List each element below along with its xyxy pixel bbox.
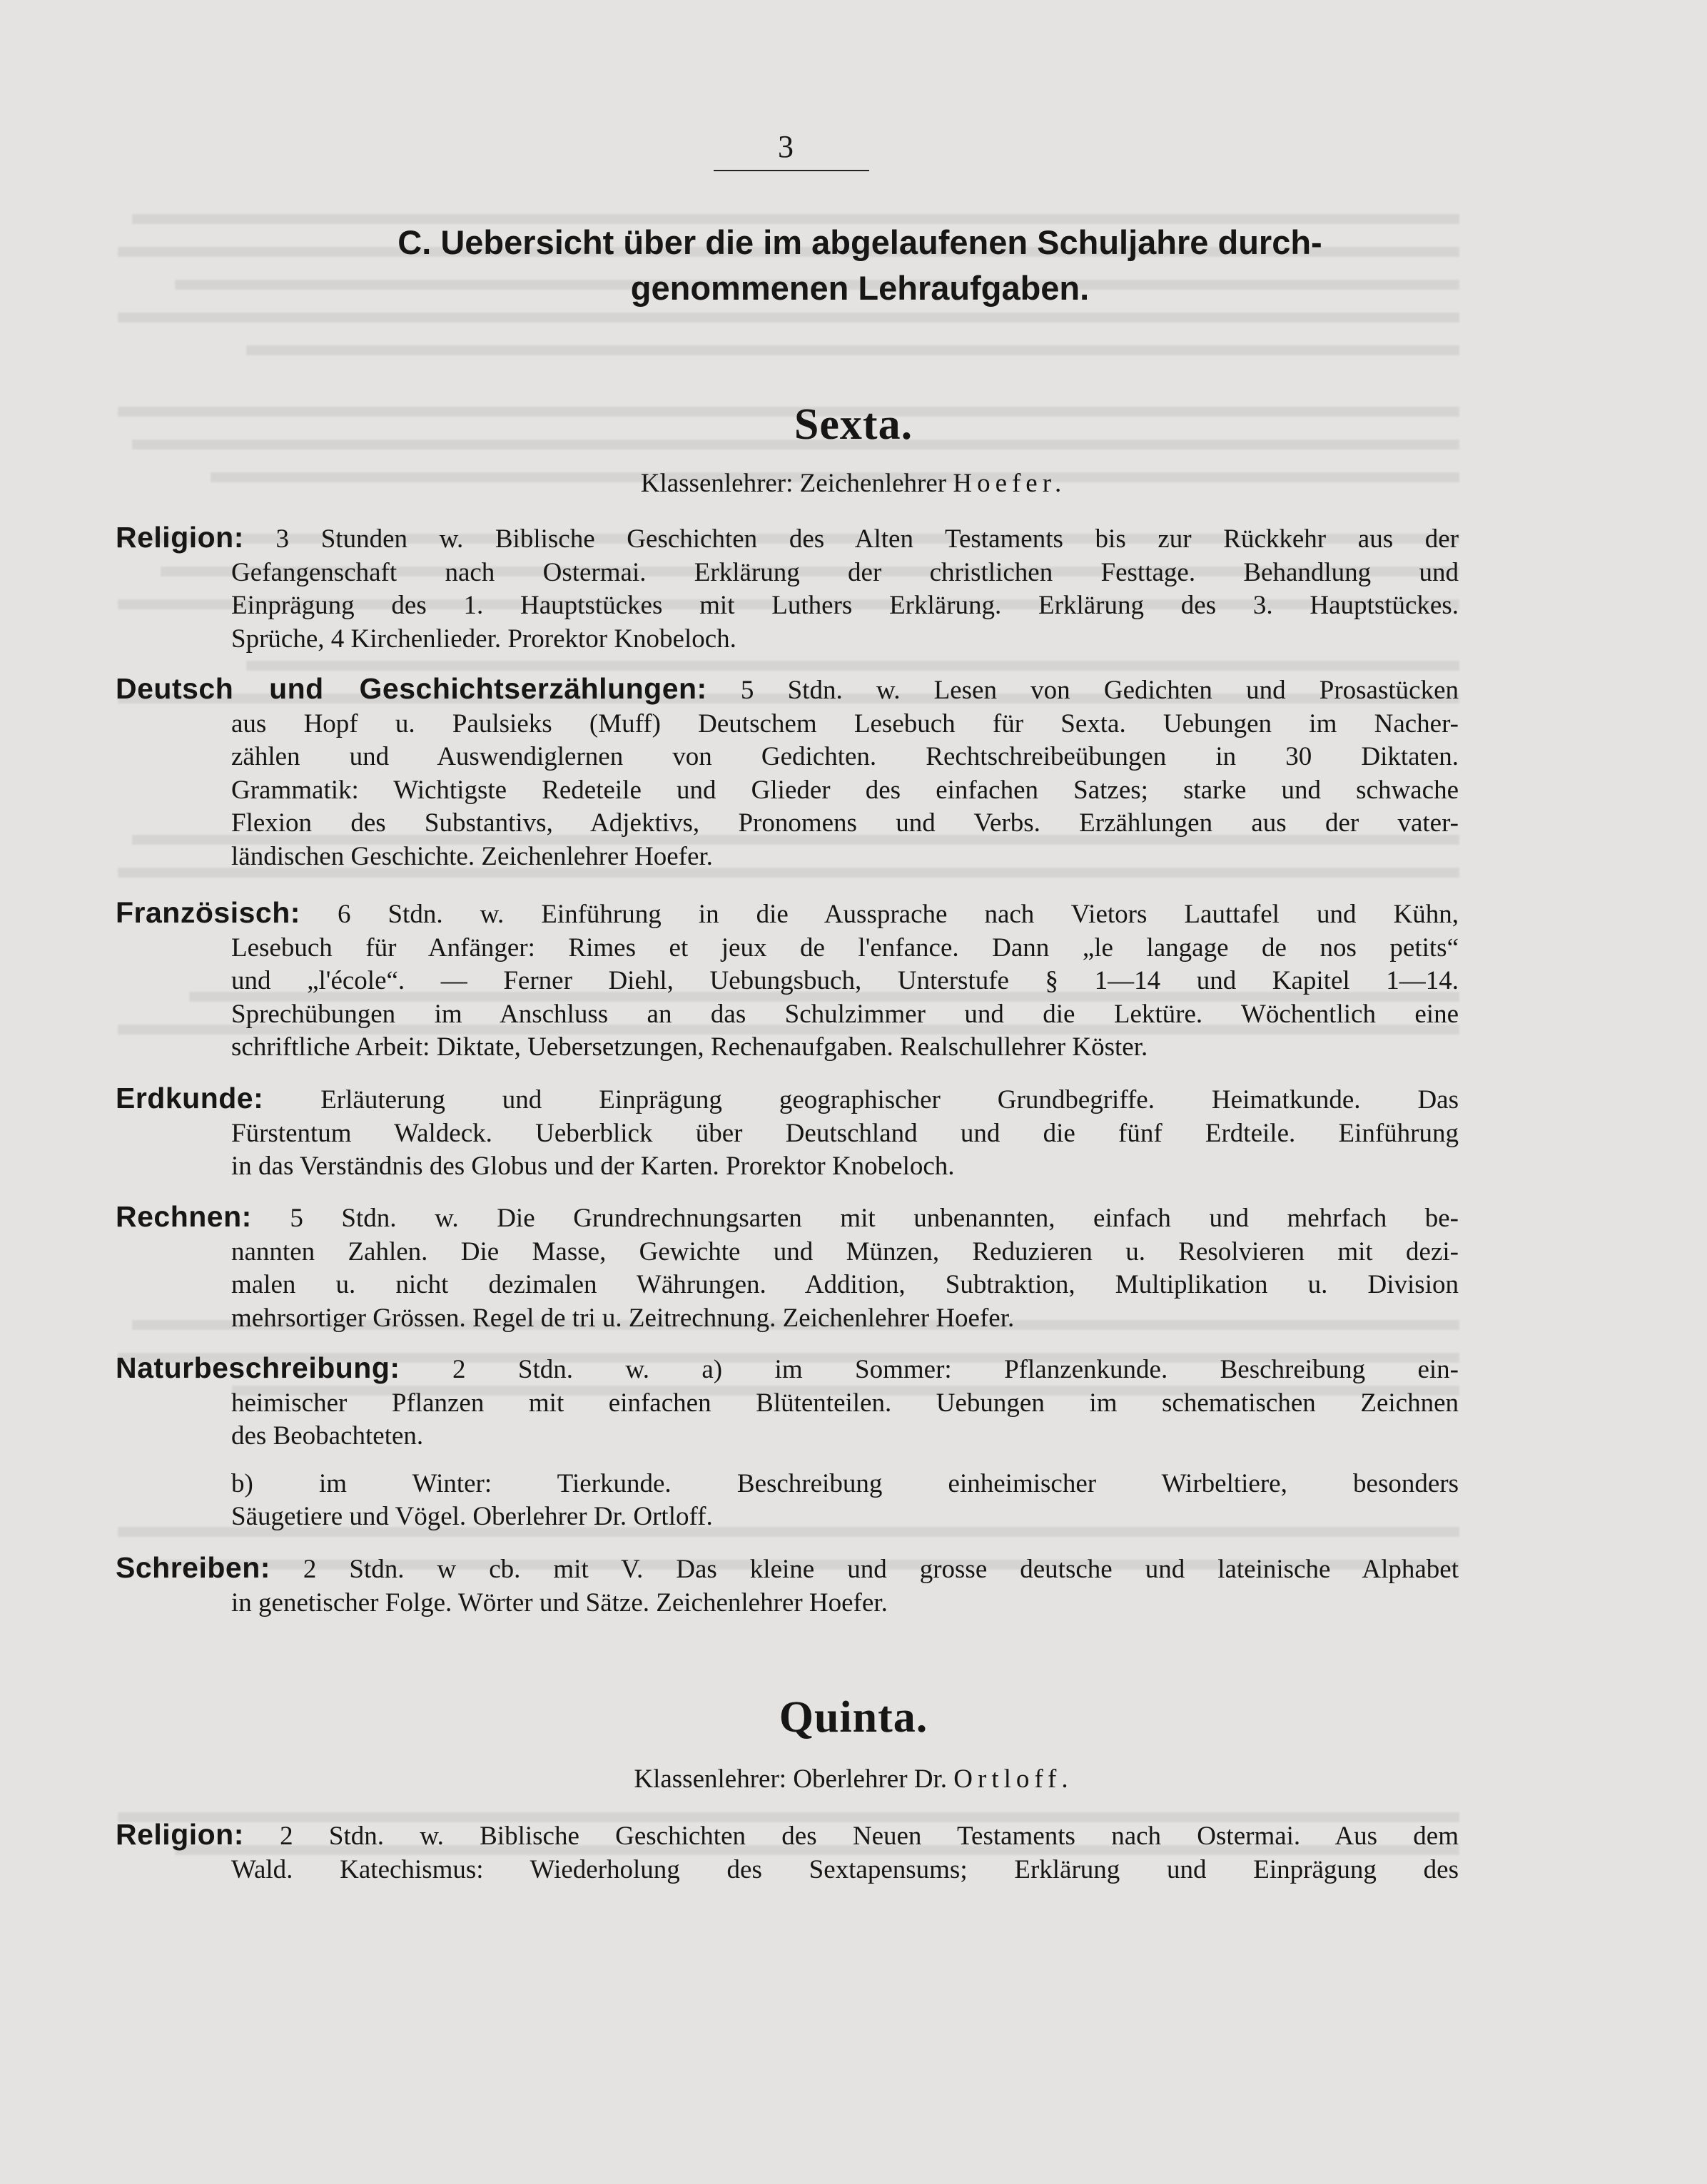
class-teacher-label: Klassenlehrer: (640, 469, 794, 498)
entry-line: 2 Stdn. w cb. mit V. Das kleine und grosse deutsche und lateinische Alphabet (303, 1555, 1459, 1584)
entry-line: ländischen Geschichte. Zeichenlehrer Hoefer. (231, 841, 713, 871)
entry-line: Flexion des Substantivs, Adjektivs, Pronomens und Verbs. Erzählungen aus der vater- (231, 808, 1459, 838)
entry-line: Lesebuch für Anfänger: Rimes et jeux de l'enfance. Dann „le langage de nos petits“ (231, 933, 1459, 963)
entry-line: in das Verständnis des Globus und der Karten. Prorektor Knobeloch. (231, 1152, 955, 1181)
entry-line: heimischer Pflanzen mit einfachen Blütenteilen. Uebungen im schematischen Zeichnen (231, 1388, 1459, 1418)
entry-rechnen-sexta (116, 1200, 1459, 1335)
entry-schreiben-sexta (116, 1551, 1459, 1620)
entry-line: Fürstentum Waldeck. Ueberblick über Deutschland und die fünf Erdteile. Einführung (231, 1118, 1459, 1148)
class-teacher-quinta (0, 1764, 1707, 1794)
subject-label: Religion: (116, 521, 244, 554)
entry-line: 5 Stdn. w. Die Grundrechnungsarten mit unbenannten, einfach und mehrfach be- (290, 1204, 1459, 1233)
section-heading-line-1: C. Uebersicht über die im abgelaufenen Schuljahre durch- (397, 223, 1322, 261)
entry-line: Grammatik: Wichtigste Redeteile und Glieder des einfachen Satzes; starke und schwache (231, 775, 1459, 805)
entry-line: und „l'école“. — Ferner Diehl, Uebungsbuch, Unterstufe § 1—14 und Kapitel 1—14. (231, 966, 1459, 995)
entry-line: 3 Stunden w. Biblische Geschichten des Alten Testaments bis zur Rückkehr aus der (275, 524, 1459, 554)
section-heading-line-2: genommenen Lehraufgaben. (630, 269, 1090, 307)
class-title-quinta: Quinta. (779, 1693, 928, 1742)
subject-label: Erdkunde: (116, 1082, 264, 1114)
entry-line: b) im Winter: Tierkunde. Beschreibung einheimischer Wirbeltiere, besonders (231, 1468, 1459, 1498)
class-title-sexta: Sexta. (794, 400, 913, 449)
entry-line: Sprüche, 4 Kirchenlieder. Prorektor Knobeloch. (231, 624, 736, 654)
entry-line: Gefangenschaft nach Ostermai. Erklärung der christlichen Festtage. Behandlung und (231, 557, 1459, 587)
subject-label: Deutsch und Geschichtserzählungen: (116, 672, 707, 705)
entry-franzoesisch-sexta (116, 896, 1459, 1065)
class-teacher-name: Hoefer. (953, 469, 1067, 498)
entry-line: malen u. nicht dezimalen Währungen. Addition, Subtraktion, Multiplikation u. Division (231, 1270, 1459, 1299)
entry-line: nannten Zahlen. Die Masse, Gewichte und Münzen, Reduzieren u. Resolvieren mit dezi- (231, 1236, 1459, 1266)
page-number-rule (714, 170, 869, 171)
entry-line: Sprechübungen im Anschluss an das Schulzimmer und die Lektüre. Wöchentlich eine (231, 999, 1459, 1029)
entry-line: zählen und Auswendiglernen von Gedichten. Rechtschreibeübungen in 30 Diktaten. (231, 742, 1459, 771)
section-heading (207, 220, 1513, 311)
entry-line: Einprägung des 1. Hauptstückes mit Luthers Erklärung. Erklärung des 3. Hauptstückes. (231, 591, 1459, 620)
subject-label: Schreiben: (116, 1551, 270, 1584)
subject-label: Rechnen: (116, 1200, 252, 1233)
entry-deutsch-sexta (116, 672, 1459, 873)
entry-erdkunde-sexta (116, 1082, 1459, 1184)
class-teacher-label: Klassenlehrer: (634, 1764, 787, 1794)
class-teacher-prefix: Oberlehrer Dr. (793, 1764, 948, 1794)
class-teacher-sexta (0, 468, 1707, 499)
entry-naturbeschreibung-sexta (116, 1351, 1459, 1534)
entry-line: Wald. Katechismus: Wiederholung des Sextapensums; Erklärung und Einprägung des (231, 1854, 1459, 1884)
entry-line: mehrsortiger Grössen. Regel de tri u. Zeitrechnung. Zeichenlehrer Hoefer. (231, 1303, 1015, 1333)
subject-label: Religion: (116, 1818, 244, 1851)
entry-line: Erläuterung und Einprägung geographischer Grundbegriffe. Heimatkunde. Das (320, 1085, 1459, 1114)
subject-label: Naturbeschreibung: (116, 1351, 400, 1384)
entry-line: schriftliche Arbeit: Diktate, Uebersetzungen, Rechenaufgaben. Realschullehrer Köster. (231, 1032, 1148, 1062)
entry-religion-sexta (116, 521, 1459, 656)
entry-line: 2 Stdn. w. a) im Sommer: Pflanzenkunde. Beschreibung ein- (452, 1355, 1459, 1384)
class-teacher-prefix: Zeichenlehrer (799, 469, 947, 498)
page-number: 3 (778, 129, 794, 164)
entry-line: 2 Stdn. w. Biblische Geschichten des Neuen Testaments nach Ostermai. Aus dem (280, 1822, 1459, 1851)
entry-line: in genetischer Folge. Wörter und Sätze. Zeichenlehrer Hoefer. (231, 1588, 888, 1617)
entry-line: Säugetiere und Vögel. Oberlehrer Dr. Ortloff. (231, 1502, 713, 1531)
entry-line: 6 Stdn. w. Einführung in die Aussprache nach Vietors Lauttafel und Kühn, (337, 900, 1459, 929)
entry-line: aus Hopf u. Paulsieks (Muff) Deutschem Lesebuch für Sexta. Uebungen im Nacher- (231, 708, 1459, 738)
class-teacher-name: Ortloff. (953, 1764, 1073, 1794)
entry-line: des Beobachteten. (231, 1421, 424, 1451)
subject-label: Französisch: (116, 896, 300, 929)
entry-religion-quinta (116, 1818, 1459, 1886)
entry-line: 5 Stdn. w. Lesen von Gedichten und Prosastücken (740, 676, 1459, 705)
